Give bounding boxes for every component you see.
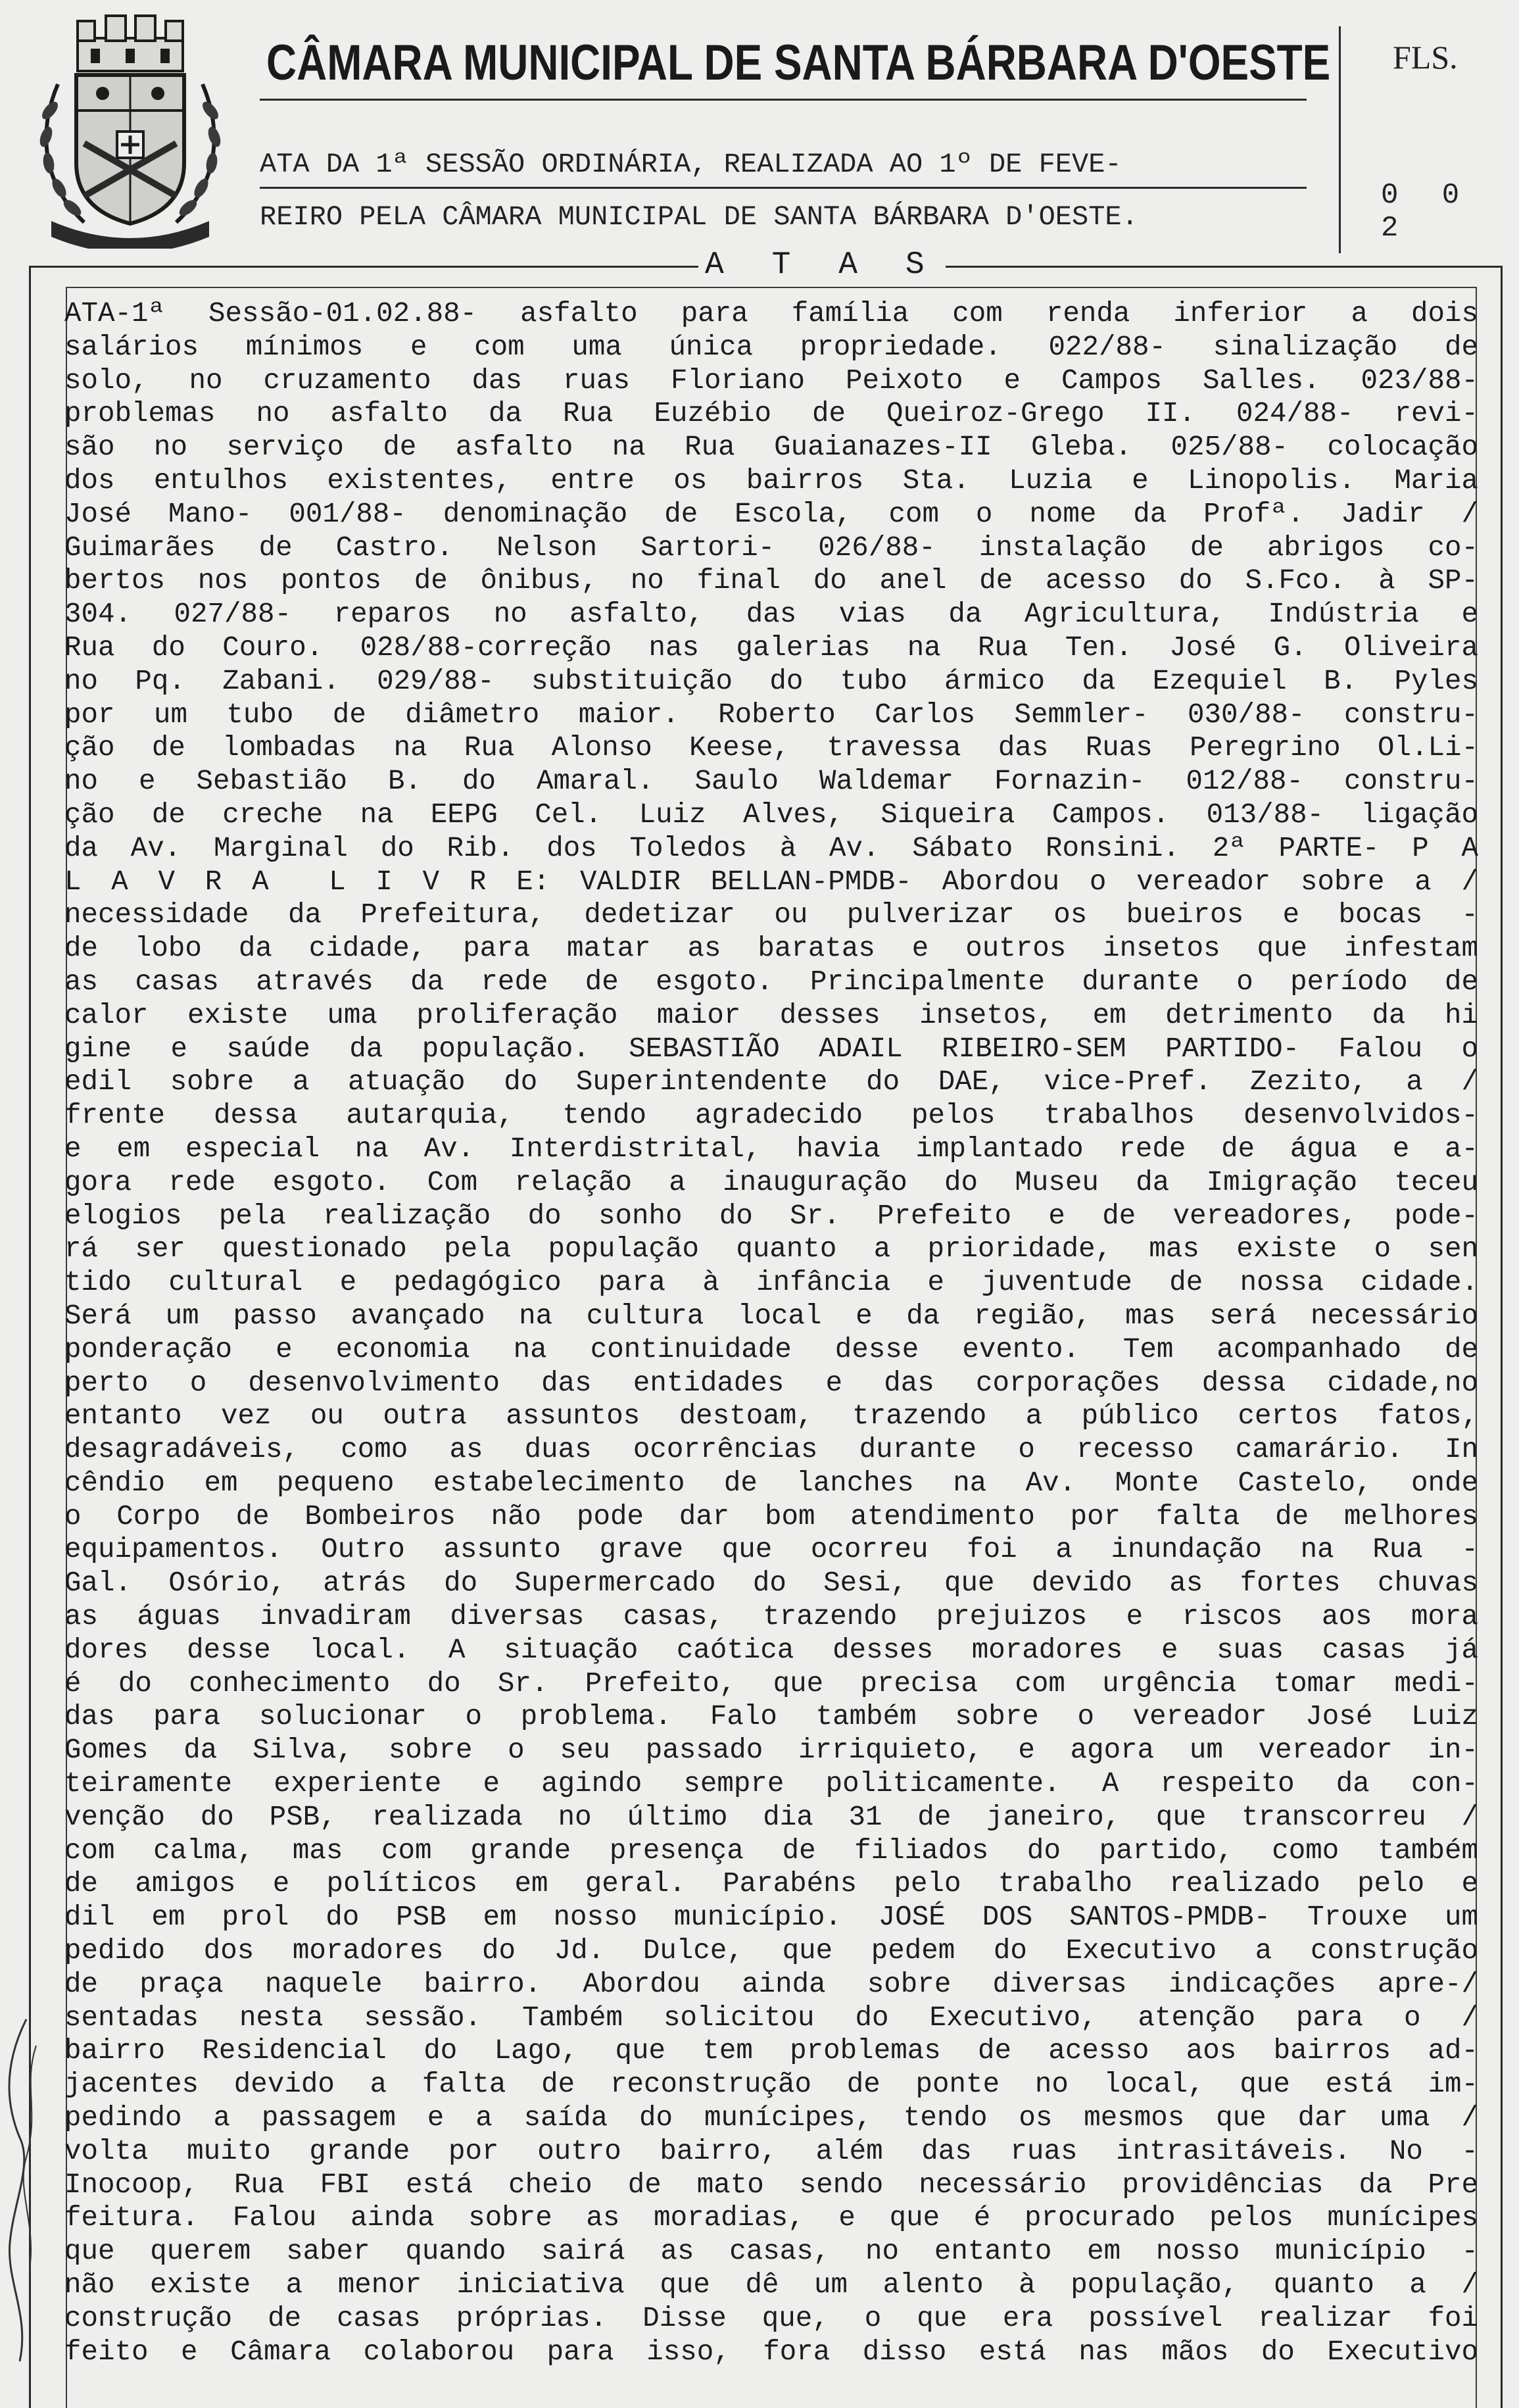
signature-icon: [0, 2006, 66, 2401]
minutes-line: cêndio em pequeno estabelecimento de lanches na Av. Monte Castelo, onde: [64, 1467, 1478, 1499]
minutes-line: 304. 027/88- reparos no asfalto, das vias da Agricultura, Indústria e: [64, 599, 1478, 631]
institution-title: CÂMARA MUNICIPAL DE SANTA BÁRBARA D'OESTE: [266, 35, 1331, 91]
minutes-line: tido cultural e pedagógico para à infância e juventude de nossa cidade.: [64, 1267, 1478, 1299]
minutes-line: que querem saber quando sairá as casas, no entanto em nosso município -: [64, 2236, 1478, 2268]
minutes-line: salários mínimos e com uma única propriedade. 022/88- sinalização de: [64, 331, 1478, 363]
minutes-line: Gomes da Silva, sobre o seu passado irriquieto, e agora um vereador in-: [64, 1734, 1478, 1767]
minutes-line: bairro Residencial do Lago, que tem problemas de acesso aos bairros ad-: [64, 2035, 1478, 2067]
minutes-line: entanto vez ou outra assuntos destoam, trazendo a público certos fatos,: [64, 1400, 1478, 1433]
minutes-line: elogios pela realização do sonho do Sr. Prefeito e de vereadores, pode-: [64, 1200, 1478, 1232]
minutes-line: ATA-1ª Sessão-01.02.88- asfalto para família com renda inferior a dois: [64, 298, 1478, 330]
minutes-line: dos entulhos existentes, entre os bairros Sta. Luzia e Linopolis. Maria: [64, 464, 1478, 497]
minutes-line: de amigos e políticos em geral. Parabéns pelo trabalho realizado pelo e: [64, 1868, 1478, 1900]
subtitle-rule: [260, 187, 1307, 189]
minutes-line: pedindo a passagem e a saída do munícipes, tendo os mesmos que dar uma /: [64, 2102, 1478, 2134]
minutes-line: por um tubo de diâmetro maior. Roberto Carlos Semmler- 030/88- constru-: [64, 699, 1478, 731]
minutes-line: teiramente experiente e agindo sempre politicamente. A respeito da con-: [64, 1768, 1478, 1800]
minutes-line: as casas através da rede de esgoto. Principalmente durante o período de: [64, 966, 1478, 998]
minutes-line: de lobo da cidade, para matar as baratas e outros insetos que infestam: [64, 933, 1478, 965]
inner-frame-top: [66, 287, 1477, 288]
minutes-line: gora rede esgoto. Com relação a inauguração do Museu da Imigração teceu: [64, 1166, 1478, 1198]
minutes-line: edil sobre a atuação do Superintendente do DAE, vice-Pref. Zezito, a /: [64, 1066, 1478, 1098]
minutes-line: gine e saúde da população. SEBASTIÃO ADAIL RIBEIRO-SEM PARTIDO- Falou o: [64, 1033, 1478, 1065]
minutes-line: Será um passo avançado na cultura local e da região, mas será necessário: [64, 1300, 1478, 1332]
minutes-line: feitura. Falou ainda sobre as moradias, e que é procurado pelos munícipes: [64, 2202, 1478, 2234]
minutes-line: venção do PSB, realizada no último dia 31 de janeiro, que transcorreu /: [64, 1801, 1478, 1833]
minutes-line: solo, no cruzamento das ruas Floriano Peixoto e Campos Salles. 023/88-: [64, 364, 1478, 397]
minutes-body: [64, 297, 1478, 2369]
subtitle-line-1: ATA DA 1ª SESSÃO ORDINÁRIA, REALIZADA AO 1º DE FEVE-: [260, 149, 1122, 180]
minutes-line: José Mano- 001/88- denominação de Escola, com o nome da Profª. Jadir /: [64, 498, 1478, 530]
minutes-line: não existe a menor iniciativa que dê um alento à população, quanto a /: [64, 2269, 1478, 2301]
minutes-line: perto o desenvolvimento das entidades e das corporações dessa cidade,no: [64, 1367, 1478, 1399]
minutes-line: L A V R A L I V R E: VALDIR BELLAN-PMDB- Abordou o vereador sobre a /: [64, 866, 1478, 898]
minutes-line: de praça naquele bairro. Abordou ainda sobre diversas indicações apre-/: [64, 1968, 1478, 2000]
minutes-line: Gal. Osório, atrás do Supermercado do Sesi, que devido as fortes chuvas: [64, 1567, 1478, 1600]
minutes-line: e em especial na Av. Interdistrital, havia implantado rede de água e a-: [64, 1133, 1478, 1165]
minutes-line: ponderação e economia na continuidade desse evento. Tem acompanhado de: [64, 1333, 1478, 1365]
minutes-line: problemas no asfalto da Rua Euzébio de Queiroz-Grego II. 024/88- revi-: [64, 398, 1478, 430]
minutes-line: rá ser questionado pela população quanto a prioridade, mas existe o sen: [64, 1233, 1478, 1265]
minutes-line: Guimarães de Castro. Nelson Sartori- 026/88- instalação de abrigos co-: [64, 531, 1478, 564]
minutes-line: da Av. Marginal do Rib. dos Toledos à Av. Sábato Ronsini. 2ª PARTE- P A: [64, 832, 1478, 864]
minutes-line: Rua do Couro. 028/88-correção nas galerias na Rua Ten. José G. Oliveira: [64, 631, 1478, 664]
minutes-line: dil em prol do PSB em nosso município. JOSÉ DOS SANTOS-PMDB- Trouxe um: [64, 1902, 1478, 1934]
minutes-line: as águas invadiram diversas casas, trazendo prejuizos e riscos aos mora: [64, 1601, 1478, 1633]
minutes-line: feito e Câmara colaborou para isso, fora disso está nas mãos do Executivo: [64, 2336, 1478, 2368]
minutes-line: desagradáveis, como as duas ocorrências durante o recesso camarário. In: [64, 1434, 1478, 1466]
header-divider: [1339, 26, 1341, 253]
minutes-line: frente dessa autarquia, tendo agradecido pelos trabalhos desenvolvidos-: [64, 1100, 1478, 1132]
minutes-line: volta muito grande por outro bairro, além das ruas intrasitáveis. No -: [64, 2135, 1478, 2167]
minutes-line: no Pq. Zabani. 029/88- substituição do tubo ármico da Ezequiel B. Pyles: [64, 665, 1478, 697]
minutes-line: com calma, mas com grande presença de filiados do partido, como também: [64, 1834, 1478, 1867]
minutes-line: das para solucionar o problema. Falo também sobre o vereador José Luiz: [64, 1701, 1478, 1733]
minutes-line: ção de lombadas na Rua Alonso Keese, travessa das Ruas Peregrino Ol.Li-: [64, 732, 1478, 764]
title-rule: [260, 99, 1307, 101]
municipal-crest-icon: [32, 12, 229, 249]
section-title: A T A S: [698, 247, 946, 283]
minutes-line: são no serviço de asfalto na Rua Guaianazes-II Gleba. 025/88- colocação: [64, 431, 1478, 464]
minutes-line: construção de casas próprias. Disse que, o que era possível realizar foi: [64, 2302, 1478, 2334]
minutes-line: ção de creche na EEPG Cel. Luiz Alves, Siqueira Campos. 013/88- ligação: [64, 799, 1478, 831]
minutes-line: calor existe uma proliferação maior desses insetos, em detrimento da hi: [64, 999, 1478, 1031]
minutes-line: bertos nos pontos de ônibus, no final do anel de acesso do S.Fco. à SP-: [64, 565, 1478, 597]
page-number: 0 0 2: [1381, 179, 1473, 245]
minutes-line: equipamentos. Outro assunto grave que ocorreu foi a inundação na Rua -: [64, 1534, 1478, 1566]
minutes-line: o Corpo de Bombeiros não pode dar bom atendimento por falta de melhores: [64, 1500, 1478, 1533]
minutes-line: pedido dos moradores do Jd. Dulce, que pedem do Executivo a construção: [64, 1935, 1478, 1967]
minutes-line: no e Sebastião B. do Amaral. Saulo Waldemar Fornazin- 012/88- constru-: [64, 766, 1478, 798]
minutes-line: sentadas nesta sessão. Também solicitou do Executivo, atenção para o /: [64, 2002, 1478, 2034]
minutes-line: é do conhecimento do Sr. Prefeito, que precisa com urgência tomar medi-: [64, 1667, 1478, 1700]
minutes-line: jacentes devido a falta de reconstrução de ponte no local, que está im-: [64, 2069, 1478, 2101]
fls-label: FLS.: [1393, 39, 1458, 76]
minutes-line: Inocoop, Rua FBI está cheio de mato sendo necessário providências da Pre: [64, 2169, 1478, 2201]
minutes-line: necessidade da Prefeitura, dedetizar ou pulverizar os bueiros e bocas -: [64, 899, 1478, 931]
minutes-line: dores desse local. A situação caótica desses moradores e suas casas já: [64, 1634, 1478, 1666]
subtitle-line-2: REIRO PELA CÂMARA MUNICIPAL DE SANTA BÁRBARA D'OESTE.: [260, 201, 1138, 233]
frame-right: [1501, 266, 1503, 2408]
